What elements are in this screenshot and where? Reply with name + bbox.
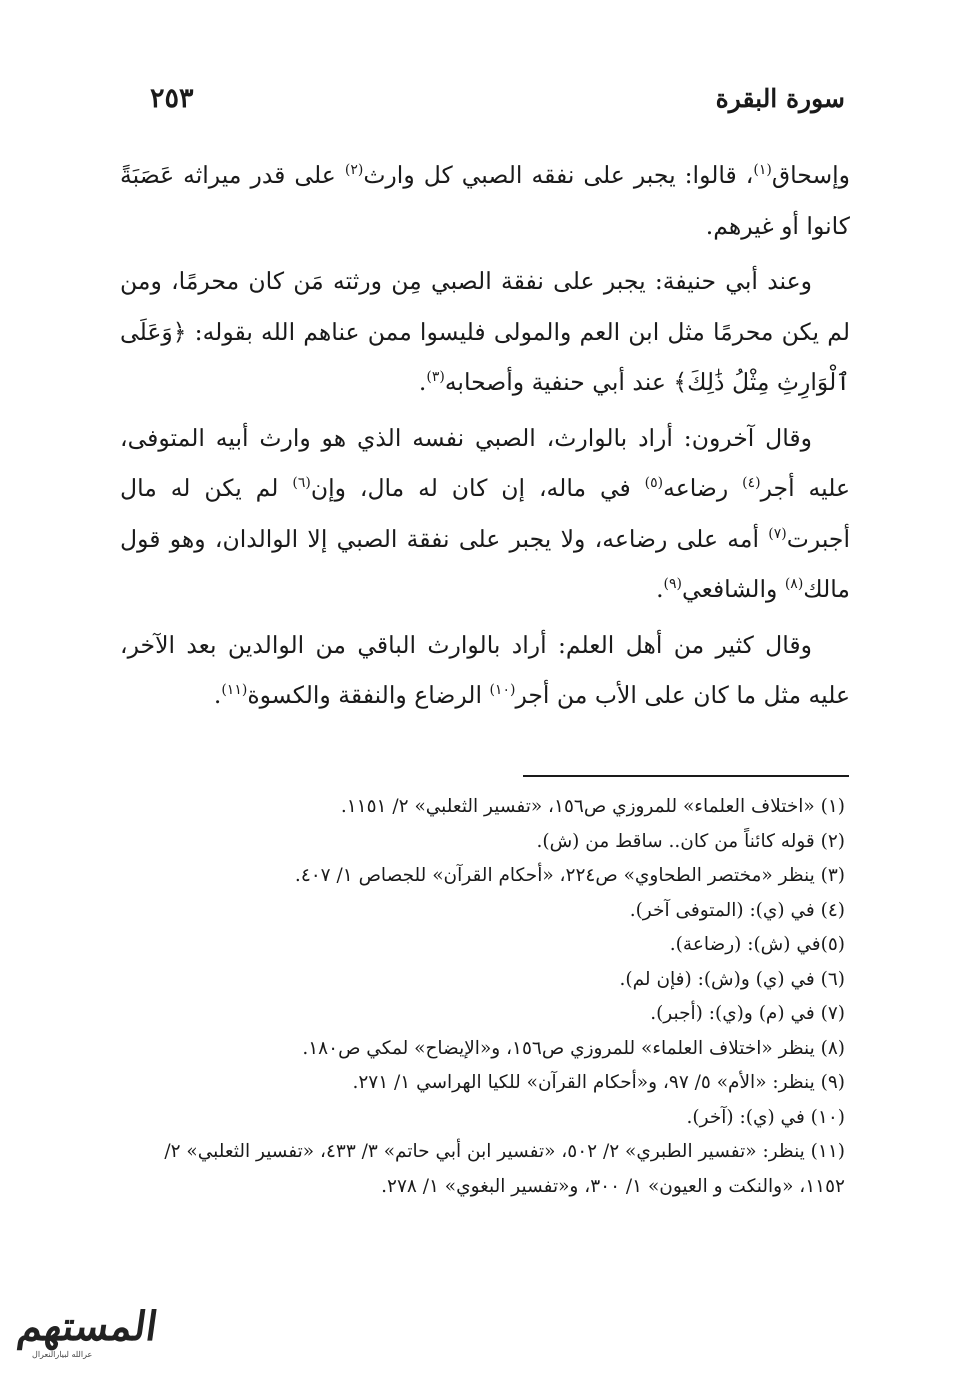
text-run: لم يكن له مال أجبرت [120,474,850,553]
footnote-ref: (٥) [644,475,664,491]
footnote-ref: (٦) [292,475,311,491]
footnote-2: (٢) قوله كائناً من كان.. ساقط من (ش). [536,830,845,852]
text-run: على قدر ميراثه عَصَبَةً كانوا أو غيرهم. [120,161,850,240]
paragraph-2 [120,256,850,408]
footnote-ref: (٨) [784,576,804,592]
footnote-10: (١٠) في (ي): (آخر). [686,1106,845,1128]
text-run: عند أبي حنفية وأصحابه [444,368,674,396]
footnote-5: (٥)في (ش): (رضاعة). [669,934,845,955]
publisher-logo [10,1295,161,1365]
page-number: ٢٥٣ [150,82,194,114]
logo-subtitle: عرالله لبيارالنعرال [32,1350,93,1359]
footnote-ref: (١) [753,162,772,178]
footnote-6: (٦) في (ي) و(ش): (فإن لم). [619,968,845,990]
footnote-ref: (١٠) [489,682,516,698]
footnote-ref: (٣) [426,369,445,385]
footnote-4: (٤) في (ي): (المتوفى آخر). [629,899,845,921]
text-run: . [418,368,427,396]
main-text [120,150,850,721]
paragraph-3 [120,413,850,615]
text-run: والشافعي [682,575,785,603]
footnote-ref: (٧) [768,525,787,542]
text-run: الرضاع والنفقة والكسوة [247,681,490,709]
footnote-3: (٣) ينظر «مختصر الطحاوي» ص٢٢٤، «أحكام القرآن» للجصاص ١/ ٤٠٧. [294,865,845,886]
text-run: وقال آخرون: أراد بالوارث، الصبي نفسه الذي هو وارث أبيه المتوفى، عليه أجر [120,423,850,502]
paragraph-1 [120,150,850,251]
footnote-ref: (٩) [663,576,683,592]
text-run: وإسحاق [771,161,851,189]
text-run: رضاعه [663,474,743,502]
text-run: في ماله، إن كان له مال، وإن [310,474,645,502]
page-header [150,78,845,118]
text-run: وقال كثير من أهل العلم: أراد بالوارث الباقي من الوالدين بعد الآخر، عليه مثل ما كان على الأب من أجر [120,630,850,709]
footnote-1: (١) «اختلاف العلماء» للمروزي ص١٥٦، «تفسير الثعلبي» ٢/ ١١٥١. [340,796,845,817]
footnote-divider [523,775,849,777]
footnote-ref: (٢) [344,162,364,178]
footnote-9: (٩) ينظر: «الأم» ٥/ ٩٧، و«أحكام القرآن» للكيا الهراسي ١/ ٢٧١. [352,1072,845,1093]
text-run: أمه على رضاعه، ولا يجبر على نفقة الصبي إلا الوالدان، وهو قول مالك [120,524,850,603]
footnote-7: (٧) في (م) و(ي): (أجبر). [650,1003,845,1024]
footnote-8: (٨) ينظر «اختلاف العلماء» للمروزي ص١٥٦، و«الإيضاح» لمكي ص١٨٠. [302,1037,845,1059]
footnote-ref: (١١) [221,682,248,698]
text-run: ، قالوا: يجبر على نفقه الصبي كل وارث [363,161,754,189]
text-run: وعند أبي حنيفة: يجبر على نفقة الصبي مِن ورثته مَن كان محرمًا، ومن لم يكن محرمًا مثل ابن العم والمولى فليسوا ممن عناهم الله بقوله: [120,267,850,346]
paragraph-4 [120,620,850,721]
quran-verse: ﴿وَعَلَى ٱلْوَارِثِ مِثْلُ ذَٰلِكَ﴾ [120,317,850,396]
logo-title: المستهم [14,1303,161,1350]
footnotes-section [125,790,845,1204]
footnote-11: (١١) ينظر: «تفسير الطبري» ٢/ ٥٠٢، «تفسير ابن أبي حاتم» ٣/ ٤٣٣، «تفسير الثعلبي» ٢/ ١١٥٢، «والنكت و العيون» ١/ ٣٠٠، و«تفسير البغوي» ١/ ٢٧٨. [164,1141,845,1197]
text-run: . [213,681,222,709]
footnote-ref: (٤) [742,475,761,491]
surah-title: سورة البقرة [715,83,845,113]
text-run: . [656,575,664,603]
